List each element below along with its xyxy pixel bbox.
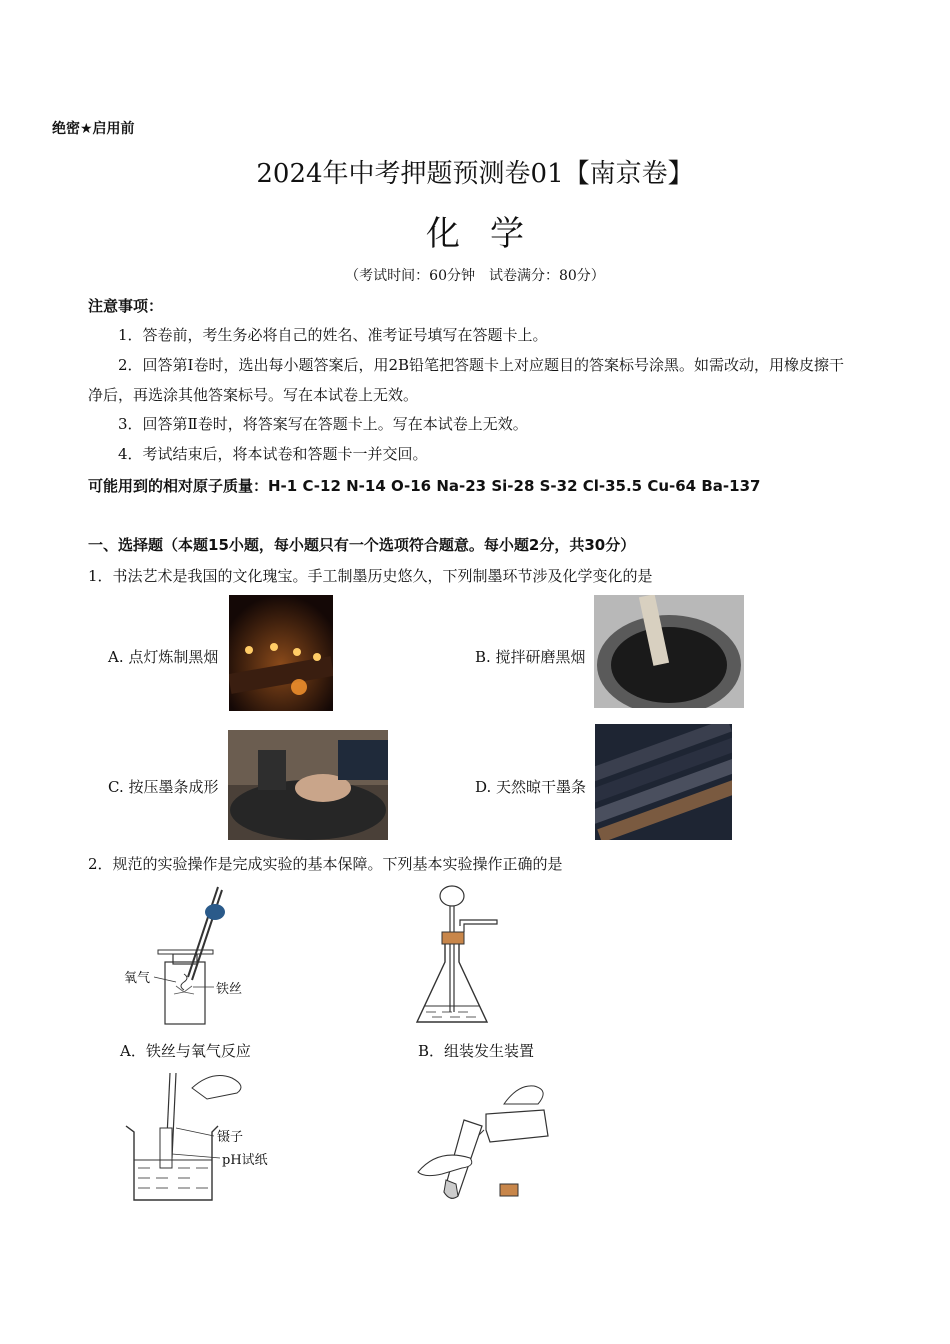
drying-ink-photo bbox=[595, 724, 732, 840]
q1-option-b: B. 搅拌研磨黑烟 bbox=[475, 648, 586, 666]
question-1-stem: 1．书法艺术是我国的文化瑰宝。手工制墨历史悠久，下列制墨环节涉及化学变化的是 bbox=[88, 567, 653, 585]
label-ph-paper: pH试纸 bbox=[222, 1153, 268, 1168]
gas-generator-figure bbox=[412, 882, 512, 1027]
ph-paper-figure bbox=[122, 1068, 302, 1208]
notice-item: 1．答卷前，考生务必将自己的姓名、准考证号填写在答题卡上。 bbox=[118, 326, 548, 344]
pressing-ink-photo bbox=[228, 730, 388, 840]
notice-item: 2．回答第Ⅰ卷时，选出每小题答案后，用2B铅笔把答题卡上对应题目的答案标号涂黑。如需改动，用橡皮擦干净后，再选涂其他答案标号。写在本试卷上无效。 bbox=[88, 356, 845, 404]
confidential-mark: 绝密★启用前 bbox=[52, 121, 135, 137]
question-2-stem: 2．规范的实验操作是完成实验的基本保障。下列基本实验操作正确的是 bbox=[88, 855, 563, 873]
label-iron-wire: 铁丝 bbox=[216, 982, 243, 997]
subject-title: 化学 bbox=[426, 214, 554, 254]
notice-heading: 注意事项： bbox=[88, 297, 164, 315]
atomic-masses: 可能用到的相对原子质量：H-1 C-12 N-14 O-16 Na-23 Si-28 S-32 Cl-35.5 Cu-64 Ba-137 bbox=[88, 477, 761, 495]
time-info: （考试时间：60分钟 试卷满分：80分） bbox=[345, 268, 605, 284]
section-heading: 一、选择题（本题15小题，每小题只有一个选项符合题意。每小题2分，共30分） bbox=[88, 536, 636, 554]
pouring-liquid-figure bbox=[416, 1080, 556, 1205]
q2-option-b: B．组装发生装置 bbox=[418, 1042, 535, 1060]
q2-option-a: A．铁丝与氧气反应 bbox=[120, 1042, 251, 1060]
grinding-soot-photo bbox=[594, 595, 744, 708]
q1-option-a: A. 点灯炼制黑烟 bbox=[108, 648, 219, 666]
q1-option-c: C. 按压墨条成形 bbox=[108, 778, 219, 796]
exam-title: 2024年中考押题预测卷01【南京卷】 bbox=[256, 159, 694, 189]
lamp-smoke-photo bbox=[229, 595, 333, 711]
label-oxygen: 氧气 bbox=[124, 971, 151, 986]
q1-option-d: D. 天然晾干墨条 bbox=[475, 778, 587, 796]
label-tweezers: 镊子 bbox=[217, 1130, 244, 1145]
notice-item: 3．回答第Ⅱ卷时，将答案写在答题卡上。写在本试卷上无效。 bbox=[118, 415, 528, 433]
iron-oxygen-figure bbox=[118, 882, 258, 1027]
notice-item: 4．考试结束后，将本试卷和答题卡一并交回。 bbox=[118, 445, 428, 463]
